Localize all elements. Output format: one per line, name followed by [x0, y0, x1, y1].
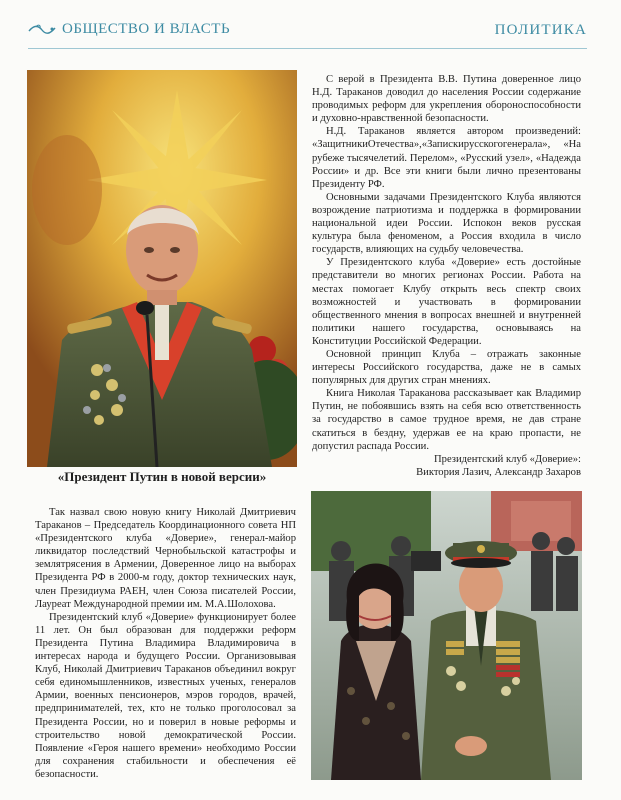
- paragraph: Президентский клуб «Доверие» функционирует более 11 лет. Он был образован для поддержки реформ Президента Путина Владимира Владимировича в интересах народа и будущего России. Организовывая Клуб, Николай Дмитриевич Тараканов объединил вокруг себя единомышленников, известных ученых, генералов Армии, военных пенсионеров, мэров городов, врачей, предпринимателей, тех, кто не только проголосовал за Президента России, но и поверил в новые реформы и строительство новой демократической России. Появление «Героя нашего времени» необходимо России для сохранения стабильности и обеспечения её безопасности.: [35, 611, 296, 780]
- photo-general-with-woman: [311, 491, 582, 780]
- right-column: [312, 73, 581, 479]
- photo-general-speaking: [27, 70, 297, 467]
- paragraph: Книга Николая Тараканова рассказывает как Владимир Путин, не побоявшись взять на себя всю ответственность за государство в самое трудное время, не дав стране скатиться в бездну, удержав ее на краю пропасти, не допустил распада России.: [312, 388, 581, 452]
- signature: [312, 453, 581, 479]
- rubric-title: ПОЛИТИКА: [494, 22, 587, 38]
- photo-caption: «Президент Путин в новой версии»: [57, 469, 267, 484]
- left-column: [35, 506, 296, 781]
- signature-names: Виктория Лазич, Александр Захаров: [416, 466, 581, 478]
- paragraph: Н.Д. Тараканов является автором произведений: «ЗащитникиОтечества»,«Запискирусскогогенерала», «На рубеже тысячелетий. Перелом», «Русский узел», «Надежда России» и др. Все эти книги были лично презентованы Президенту РФ.: [312, 126, 581, 190]
- paragraph: С верой в Президента В.В. Путина доверенное лицо Н.Д. Тараканов доводил до населения России содержание проводимых реформ для укрепления обороноспособности и духовно-нравственной безопасности.: [312, 74, 581, 125]
- paragraph: Так назвал свою новую книгу Николай Дмитриевич Тараканов – Председатель Координационного совета НП «Президентского клуба «Доверие», генерал-майор ликвидатор последствий Чернобыльской катастрофы и землятрясения в Армении, Доверенное лицо на выборах Президента РФ в 2000-м году, доктор технических наук, член Президиума РАЕН, член Союза писателей России, Лауреат Международной премии им. М.А.Шолохова.: [35, 507, 296, 610]
- paragraph: Основными задачами Президентского Клуба являются возрождение патриотизма и поддержка в формировании национальной идеи России. Испокон веков русская культура была феноменом, а Россия входила в число государств, влияющих на судьбу человечества.: [312, 191, 581, 256]
- header-divider: [28, 48, 587, 49]
- ornament-icon: [28, 23, 56, 37]
- page-header: [0, 0, 621, 52]
- signature-org: Президентский клуб «Доверие»:: [434, 453, 581, 465]
- header-left: [28, 21, 230, 38]
- paragraph: Основной принцип Клуба – отражать законные интересы Российского государства, даже не в самых популярных для других стран мнениях.: [312, 348, 581, 387]
- section-title: ОБЩЕСТВО И ВЛАСТЬ: [62, 21, 231, 37]
- paragraph: У Президентского клуба «Доверие» есть достойные представители во многих регионах России. Работа на местах помогает Клубу открыть весь спектр своих возможностей и участвовать в формировании общественного мнения в вопросах внешней и внутренней политики нашего государства, основываясь на Конституции Российской Федерации.: [312, 257, 581, 347]
